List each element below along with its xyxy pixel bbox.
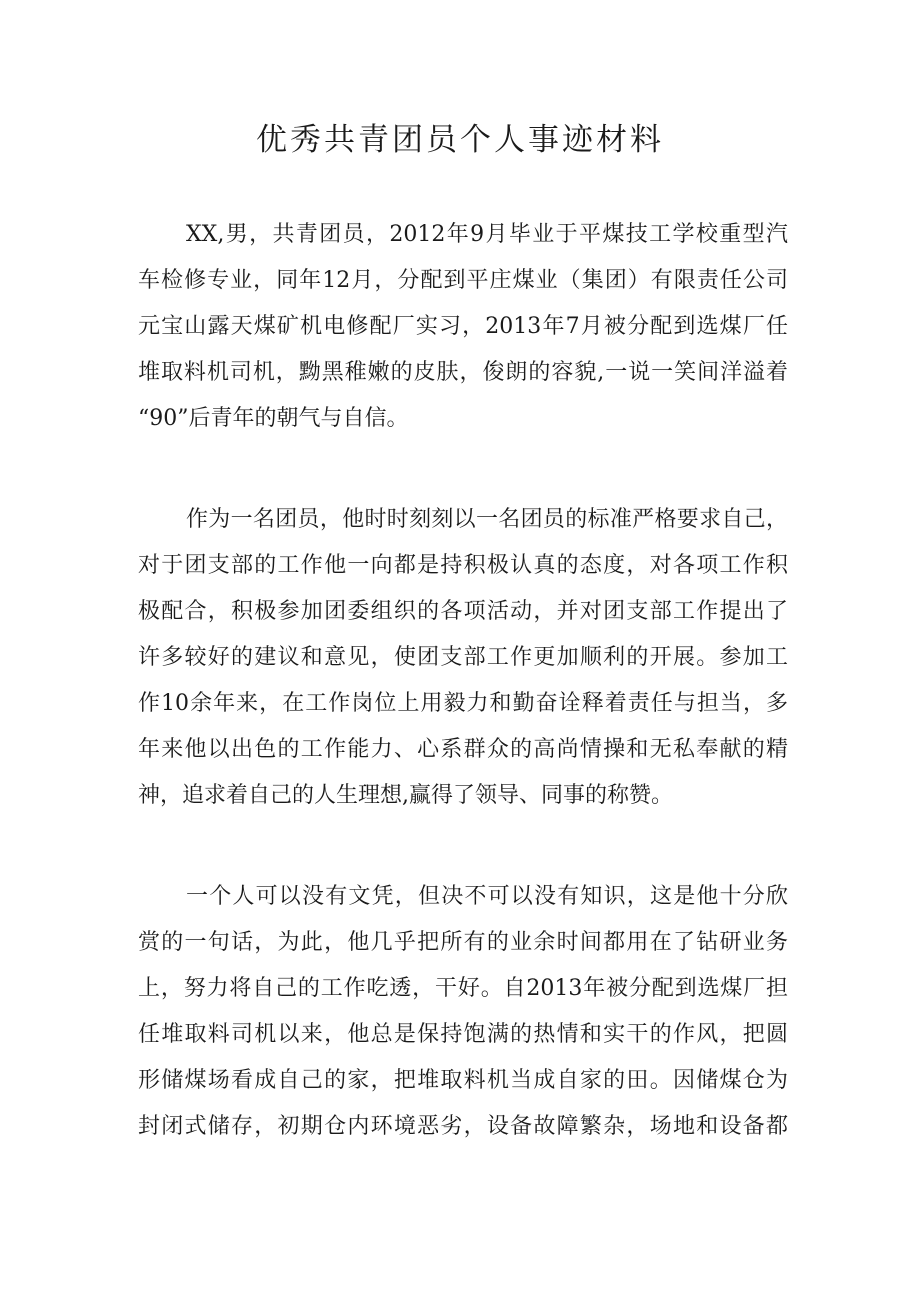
paragraph-line: XX,男，共青团员，2012年9月毕业于平煤技工学校重型汽 (186, 222, 788, 247)
paragraph-line: 对于团支部的工作他一向都是持积极认真的态度，对各项工作积 (138, 553, 788, 578)
paragraph-line: 许多较好的建议和意见，使团支部工作更加顺利的开展。参加工 (138, 645, 788, 670)
paragraph-line: “90”后青年的朝气与自信。 (138, 406, 409, 431)
paragraph-line: 堆取料机司机，黝黑稚嫩的皮肤，俊朗的容貌,一说一笑间洋溢着 (138, 360, 788, 385)
paragraph-line: 赏的一句话，为此，他几乎把所有的业余时间都用在了钻研业务 (138, 930, 788, 955)
paragraph-3 (138, 874, 788, 1150)
paragraph-line: 封闭式储存，初期仓内环境恶劣，设备故障繁杂，场地和设备都 (138, 1114, 788, 1139)
paragraph-line: 上，努力将自己的工作吃透，干好。自2013年被分配到选煤厂担 (138, 976, 788, 1001)
paragraph-line: 任堆取料司机以来，他总是保持饱满的热情和实干的作风，把圆 (138, 1022, 788, 1047)
document-title: 优秀共青团员个人事迹材料 (256, 122, 664, 158)
paragraph-line: 作为一名团员，他时时刻刻以一名团员的标准严格要求自己， (186, 507, 788, 532)
paragraph-2 (138, 497, 788, 819)
paragraph-line: 作10余年来，在工作岗位上用毅力和勤奋诠释着责任与担当，多 (138, 691, 788, 716)
paragraph-line: 年来他以出色的工作能力、心系群众的高尚情操和无私奉献的精 (138, 737, 788, 762)
paragraph-line: 形储煤场看成自己的家，把堆取料机当成自家的田。因储煤仓为 (138, 1068, 788, 1093)
paragraph-line: 车检修专业，同年12月，分配到平庄煤业（集团）有限责任公司 (138, 268, 788, 293)
paragraph-line: 一个人可以没有文凭，但决不可以没有知识，这是他十分欣 (186, 884, 788, 909)
paragraph-line: 极配合，积极参加团委组织的各项活动，并对团支部工作提出了 (138, 599, 788, 624)
paragraph-line: 元宝山露天煤矿机电修配厂实习，2013年7月被分配到选煤厂任 (138, 314, 788, 339)
paragraph-1 (138, 212, 788, 442)
paragraph-line: 神，追求着自己的人生理想,赢得了领导、同事的称赞。 (138, 783, 673, 808)
